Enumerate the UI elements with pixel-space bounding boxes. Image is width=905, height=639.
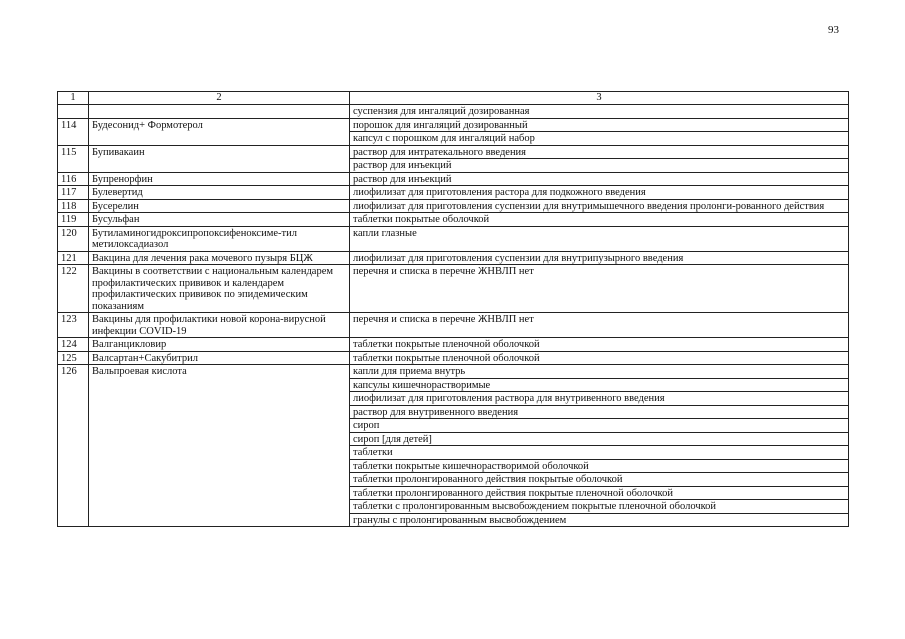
drug-name: Валсартан+Сакубитрил (89, 351, 350, 365)
table-row (58, 118, 849, 132)
dosage-form: таблетки пролонгированного действия покрытые оболочкой (350, 473, 849, 487)
drug-name: Вакцины в соответствии с национальным календарем профилактических прививок и календарем профилактических прививок по эпидемическим показаниям (89, 265, 350, 313)
drug-name (89, 105, 350, 119)
row-number: 126 (58, 365, 89, 527)
row-number: 116 (58, 172, 89, 186)
row-number: 122 (58, 265, 89, 313)
table-row (58, 265, 849, 313)
row-number: 117 (58, 186, 89, 200)
drug-name: Бутиламиногидроксипропоксифеноксиме-тил метилоксадиазол (89, 226, 350, 251)
dosage-form: лиофилизат для приготовления суспензии для внутримышечного введения пролонги-рованного действия (350, 199, 849, 213)
row-number: 119 (58, 213, 89, 227)
dosage-form: порошок для ингаляций дозированный (350, 118, 849, 132)
dosage-form: раствор для инъекций (350, 172, 849, 186)
table-header-row (58, 92, 849, 105)
dosage-form: капли глазные (350, 226, 849, 251)
column-header: 1 (58, 92, 89, 105)
dosage-form: таблетки покрытые пленочной оболочкой (350, 338, 849, 352)
table-row (58, 313, 849, 338)
row-number: 114 (58, 118, 89, 145)
dosage-form: раствор для внутривенного введения (350, 405, 849, 419)
drug-name: Вакцина для лечения рака мочевого пузыря БЦЖ (89, 251, 350, 265)
row-number (58, 105, 89, 119)
dosage-form: раствор для инъекций (350, 159, 849, 173)
row-number: 121 (58, 251, 89, 265)
column-header: 2 (89, 92, 350, 105)
dosage-form: лиофилизат для приготовления раствора для внутривенного введения (350, 392, 849, 406)
drug-name: Бупивакаин (89, 145, 350, 172)
table-row (58, 145, 849, 159)
drug-name: Бусерелин (89, 199, 350, 213)
dosage-form: таблетки (350, 446, 849, 460)
row-number: 120 (58, 226, 89, 251)
dosage-form: лиофилизат для приготовления растора для подкожного введения (350, 186, 849, 200)
dosage-form: таблетки пролонгированного действия покрытые пленочной оболочкой (350, 486, 849, 500)
drug-name: Бусульфан (89, 213, 350, 227)
row-number: 118 (58, 199, 89, 213)
dosage-form: лиофилизат для приготовления суспензии для внутрипузырного введения (350, 251, 849, 265)
drug-name: Вальпроевая кислота (89, 365, 350, 527)
dosage-form: перечня и списка в перечне ЖНВЛП нет (350, 313, 849, 338)
dosage-form: таблетки покрытые кишечнорастворимой оболочкой (350, 459, 849, 473)
dosage-form: таблетки с пролонгированным высвобождением покрытые пленочной оболочкой (350, 500, 849, 514)
row-number: 125 (58, 351, 89, 365)
drug-name: Валганцикловир (89, 338, 350, 352)
table-row (58, 199, 849, 213)
table-row (58, 251, 849, 265)
dosage-form: капсул с порошком для ингаляций набор (350, 132, 849, 146)
drug-name: Булевертид (89, 186, 350, 200)
drug-name: Будесонид+ Формотерол (89, 118, 350, 145)
dosage-form: сироп (350, 419, 849, 433)
table-row (58, 105, 849, 119)
row-number: 123 (58, 313, 89, 338)
page-number: 93 (828, 24, 839, 36)
row-number: 124 (58, 338, 89, 352)
table-row (58, 186, 849, 200)
column-header: 3 (350, 92, 849, 105)
dosage-form: таблетки покрытые пленочной оболочкой (350, 351, 849, 365)
dosage-form: таблетки покрытые оболочкой (350, 213, 849, 227)
table-row (58, 338, 849, 352)
dosage-form: сироп [для детей] (350, 432, 849, 446)
drug-name: Вакцины для профилактики новой корона-вирусной инфекции COVID-19 (89, 313, 350, 338)
medication-table (57, 91, 849, 527)
dosage-form: гранулы с пролонгированным высвобождением (350, 513, 849, 527)
dosage-form: суспензия для ингаляций дозированная (350, 105, 849, 119)
table-row (58, 365, 849, 379)
table-row (58, 172, 849, 186)
row-number: 115 (58, 145, 89, 172)
drug-name: Бупренорфин (89, 172, 350, 186)
dosage-form: капли для приема внутрь (350, 365, 849, 379)
dosage-form: раствор для интратекального введения (350, 145, 849, 159)
table-row (58, 226, 849, 251)
table-row (58, 213, 849, 227)
table-row (58, 351, 849, 365)
dosage-form: капсулы кишечнорастворимые (350, 378, 849, 392)
dosage-form: перечня и списка в перечне ЖНВЛП нет (350, 265, 849, 313)
